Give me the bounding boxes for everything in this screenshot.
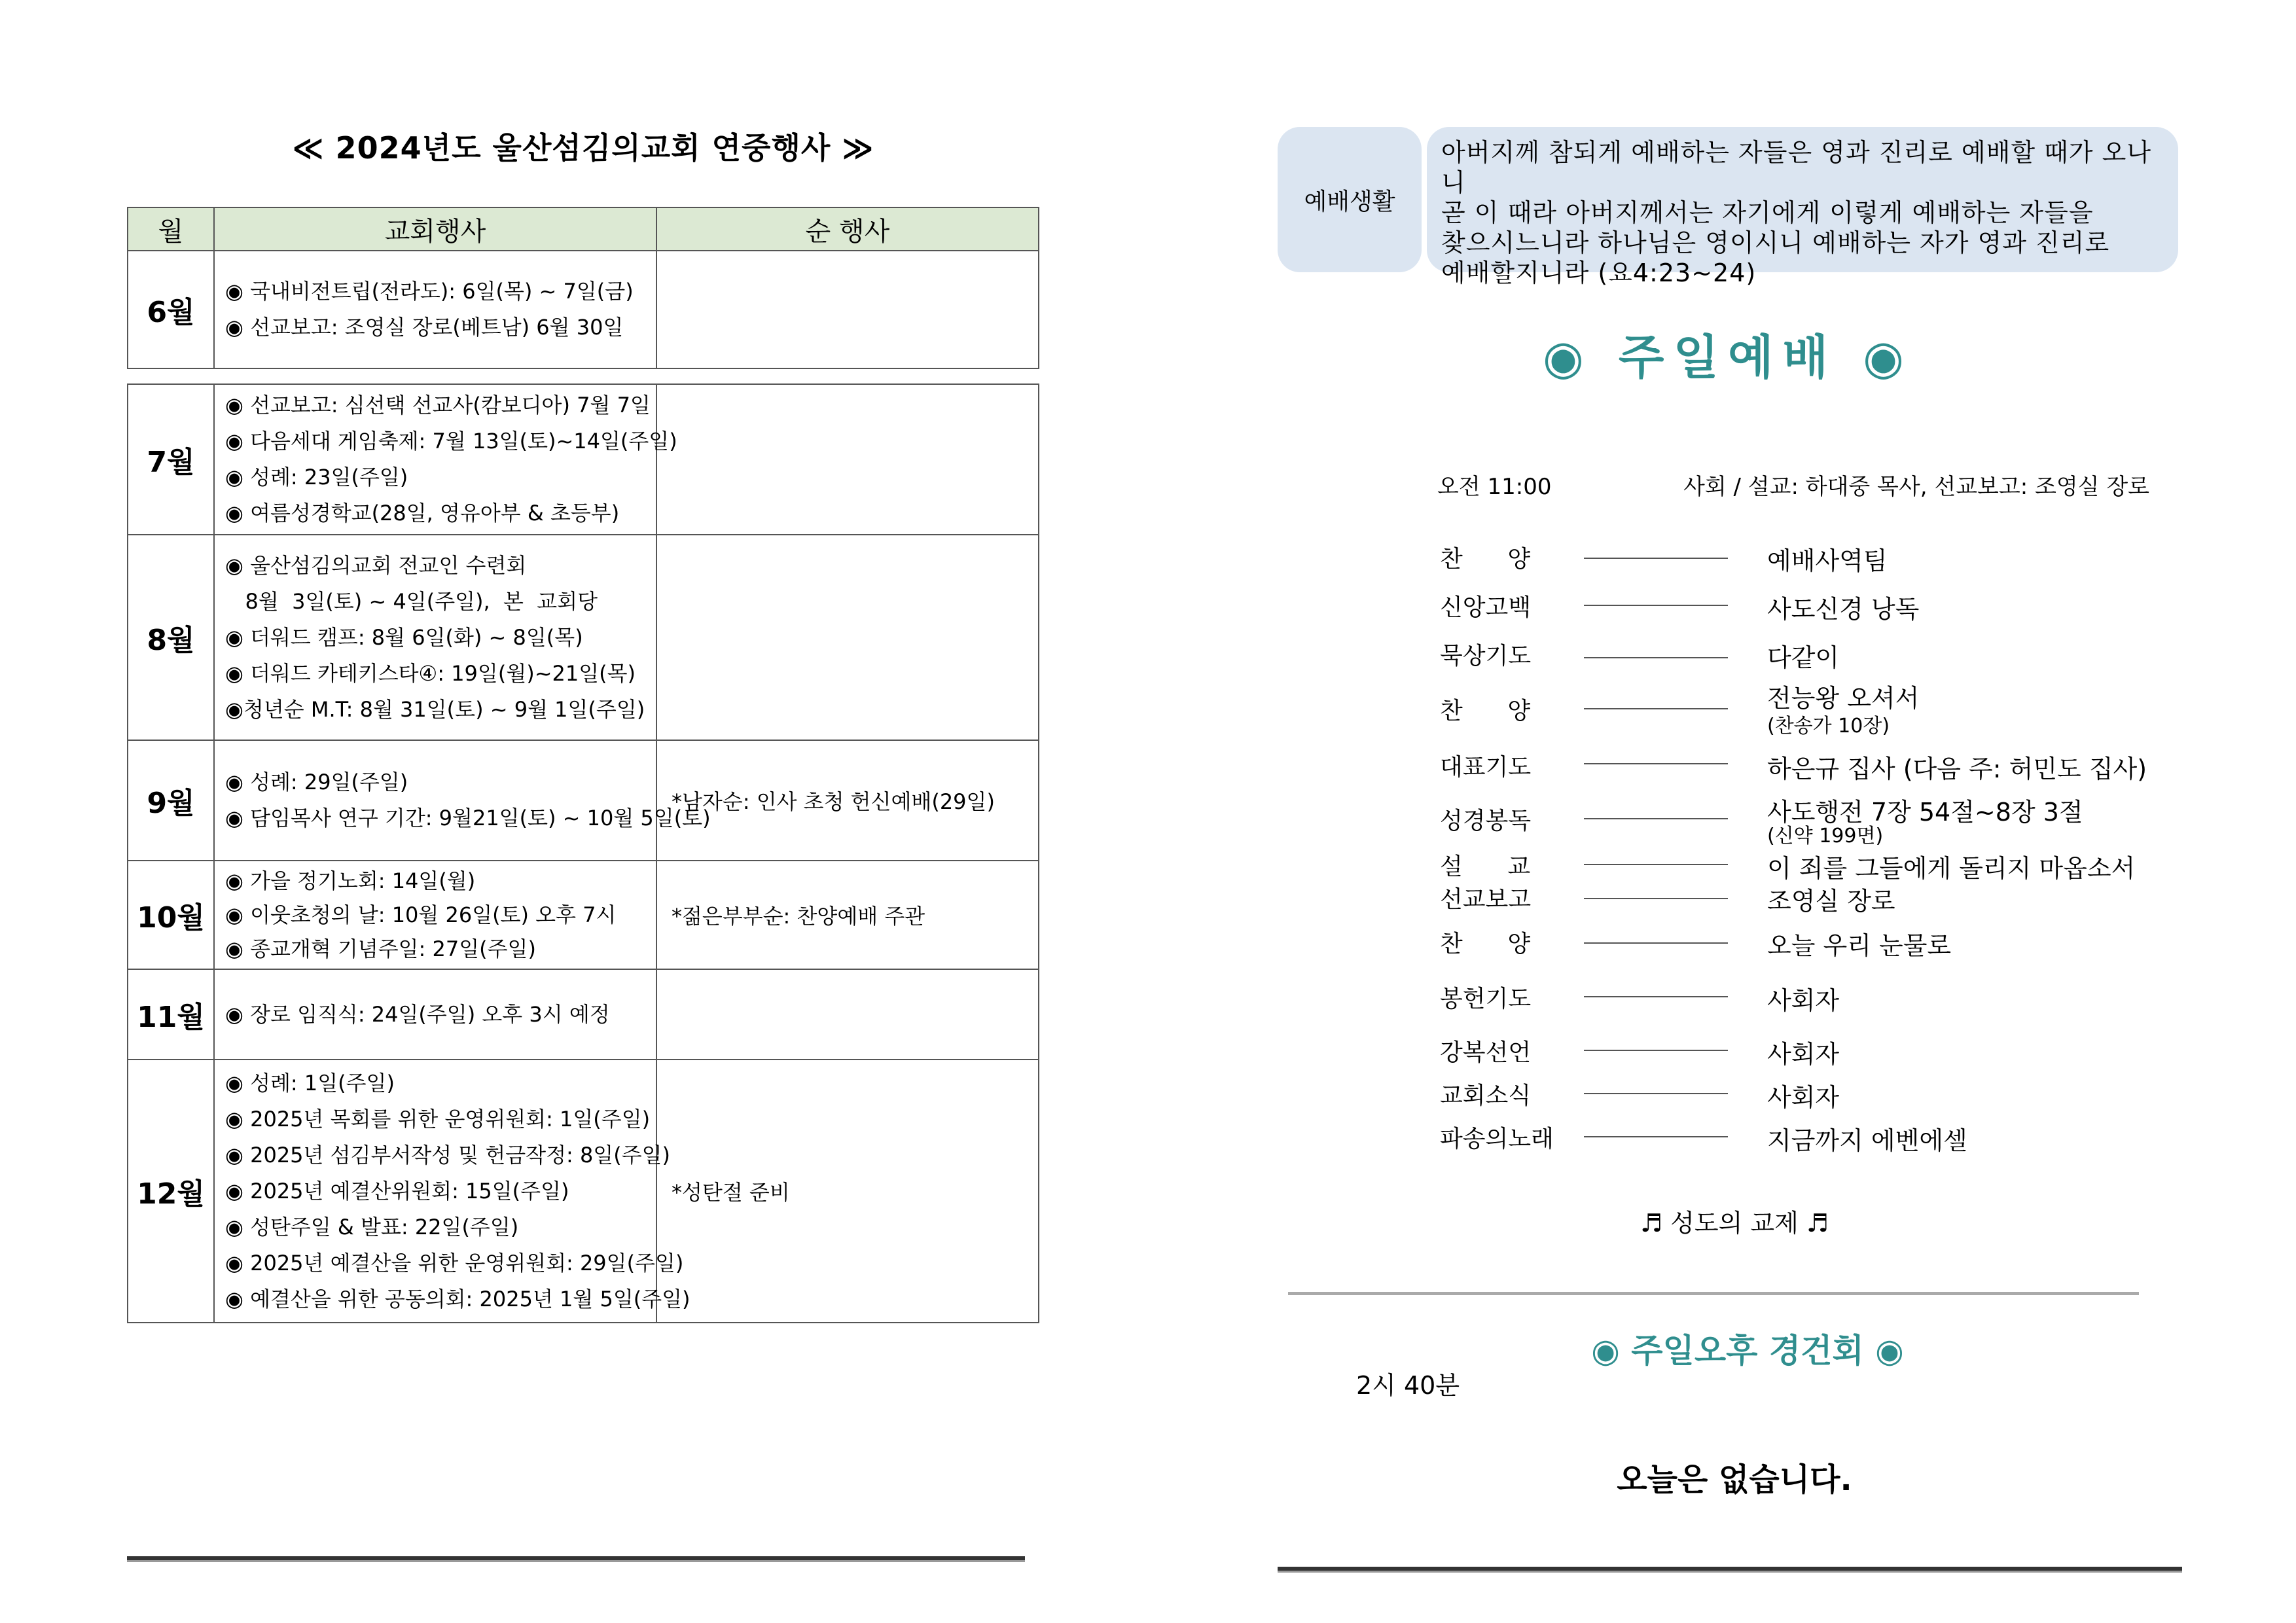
order-divider [1584,942,1728,944]
order-divider [1584,818,1728,819]
events-cell [214,1060,691,1323]
order-label: 묵상기도 [1440,643,1532,669]
service-leaders: 사회 / 설교: 하대중 목사, 선교보고: 조영실 장로 [1683,474,2150,500]
events-table-header-block [127,207,1039,369]
order-divider [1584,657,1728,658]
table-row [128,969,1039,1060]
event-item: ◉ 선교보고: 조영실 장로(베트남) 6월 30일 [225,315,624,340]
order-divider [1584,898,1728,899]
month-cell: 11월 [128,969,214,1060]
afternoon-service-time: 2시 40분 [1356,1371,1460,1400]
verse-line: 아버지께 참되게 예배하는 자들은 영과 진리로 예배할 때가 오나니 [1441,138,2152,197]
left-bottom-rule [127,1556,1025,1562]
event-item: ◉ 2025년 예결산위원회: 15일(주일) [225,1178,569,1204]
month-cell: 7월 [128,384,214,535]
events-cell [214,740,711,861]
event-item: ◉ 장로 임직식: 24일(주일) 오후 3시 예정 [225,1001,610,1027]
order-label: 성경봉독 [1440,808,1532,834]
order-label: 찬 양 [1440,931,1531,957]
event-item: ◉ 선교보고: 심선택 선교사(캄보디아) 7월 7일 [225,393,651,418]
order-subvalue: (찬송가 10장) [1767,715,1890,738]
scripture-verse-box [1427,127,2178,287]
soon-cell: *젊은부부순: 찬양예배 주관 [656,861,1039,969]
order-value: 조영실 장로 [1767,887,1895,916]
soon-cell: *남자순: 인사 초청 헌신예배(29일) [656,740,1039,861]
order-label: 선교보고 [1440,886,1532,913]
table-row [128,740,1039,861]
event-item: ◉ 2025년 예결산을 위한 운영위원회: 29일(주일) [225,1250,684,1275]
order-value: 사도신경 낭독 [1767,595,1920,624]
order-divider [1584,763,1728,764]
order-item [1440,881,2199,920]
annual-events-title: ≪ 2024년도 울산섬김의교회 연중행사 ≫ [292,130,874,166]
order-value: 사회자 [1767,986,1840,1015]
event-item: ◉ 성례: 29일(주일) [225,770,408,794]
table-row [128,535,1039,740]
events-cell [214,861,656,969]
order-label: 대표기도 [1440,754,1532,781]
event-item: ◉ 더워드 캠프: 8월 6일(화) ~ 8일(목) [225,624,583,650]
table-row [128,384,1039,535]
order-value: 예배사역팀 [1767,546,1888,575]
order-item [1440,637,2199,677]
order-value: 오늘 우리 눈물로 [1767,931,1952,960]
event-item: ◉ 울산섬김의교회 전교인 수련회 [225,552,527,578]
soon-cell [656,251,1039,368]
order-item [1440,1034,2199,1073]
right-bottom-rule [1278,1567,2182,1573]
order-item [1440,980,2199,1020]
order-value: 하은규 집사 (다음 주: 허민도 집사) [1767,755,2147,783]
soon-cell: *성탄절 준비 [656,1060,1039,1323]
order-divider [1584,1093,1728,1094]
event-item: ◉ 국내비전트립(전라도): 6일(목) ~ 7일(금) [225,279,634,304]
event-item: 8월 3일(토) ~ 4일(주일), 본 교회당 [225,588,598,614]
event-item: ◉ 여름성경학교(28일, 영유아부 & 초등부) [225,501,620,526]
header-month: 월 [128,207,214,251]
order-subvalue: (신약 199면) [1767,825,1884,847]
events-table-main [127,383,1039,1323]
event-item: ◉ 이웃초청의 날: 10월 26일(토) 오후 7시 [225,902,617,927]
event-item: ◉ 더워드 카테키스타④: 19일(월)~21일(목) [225,660,636,686]
sunday-service-title: ◉ 주일예배 ◉ [1543,330,1913,385]
afternoon-service-notice: 오늘은 없습니다. [1617,1461,1852,1498]
order-label: 신앙고백 [1440,594,1532,621]
fellowship-note: ♬ 성도의 교제 ♬ [1640,1209,1829,1238]
events-cell [214,535,656,740]
order-divider [1584,996,1728,997]
order-label: 봉헌기도 [1440,986,1532,1012]
section-divider [1288,1292,2139,1295]
order-value: 사회자 [1767,1083,1840,1112]
table-row [128,1060,1039,1323]
table-row [128,861,1039,969]
order-divider [1584,864,1728,865]
event-item: ◉ 2025년 목회를 위한 운영위원회: 1일(주일) [225,1106,651,1132]
event-item: ◉ 성례: 23일(주일) [225,465,408,490]
soon-cell [656,969,1039,1060]
order-item [1440,589,2199,628]
event-item: ◉ 가을 정기노회: 14일(월) [225,868,476,893]
events-cell [214,384,677,535]
event-item: ◉ 다음세대 게임축제: 7월 13일(토)~14일(주일) [225,429,677,454]
verse-line: 예배할지니라 (요4:23~24) [1441,259,1757,287]
order-item [1440,541,2199,580]
event-item: ◉ 담임목사 연구 기간: 9월21일(토) ~ 10월 5일(토) [225,806,711,830]
order-item [1440,749,2199,788]
month-cell: 9월 [128,740,214,861]
order-item [1440,925,2199,965]
soon-cell [656,384,1039,535]
event-item: ◉ 예결산을 위한 공동의회: 2025년 1월 5일(주일) [225,1286,691,1311]
month-cell: 8월 [128,535,214,740]
event-item: ◉ 2025년 섬김부서작성 및 헌금작정: 8일(주일) [225,1142,671,1168]
events-cell [214,969,656,1060]
order-value: 이 죄를 그들에게 돌리지 마옵소서 [1767,854,2136,883]
order-label: 교회소식 [1440,1082,1532,1109]
header-church-events: 교회행사 [214,207,656,251]
month-cell: 12월 [128,1060,214,1323]
order-label: 찬 양 [1440,698,1531,724]
event-item: ◉ 성례: 1일(주일) [225,1070,395,1096]
order-divider [1584,558,1728,559]
verse-line: 찾으시느니라 하나님은 영이시니 예배하는 자가 영과 진리로 [1441,228,2110,257]
order-value: 지금까지 에벤에셀 [1767,1126,1967,1155]
order-label: 찬 양 [1440,546,1531,573]
event-item: ◉ 종교개혁 기념주일: 27일(주일) [225,936,536,961]
order-value: 다같이 [1767,643,1840,672]
order-item [1440,678,2199,738]
event-item: ◉ 성탄주일 & 발표: 22일(주일) [225,1214,519,1240]
order-item [1440,1120,2199,1160]
order-value: 사회자 [1767,1040,1840,1069]
order-divider [1584,1136,1728,1137]
order-label: 강복선언 [1440,1039,1532,1066]
order-value: 사도행전 7장 54절~8장 3절 [1767,798,2083,827]
month-cell: 10월 [128,861,214,969]
order-item [1440,1077,2199,1116]
order-label: 파송의노래 [1440,1126,1554,1152]
verse-line: 곧 이 때라 아버지께서는 자기에게 이렇게 예배하는 자들을 [1441,198,2094,227]
order-divider [1584,1050,1728,1051]
worship-life-badge: 예배생활 [1278,127,1422,272]
order-value: 전능왕 오셔서 [1767,684,1920,713]
service-time: 오전 11:00 [1437,474,1552,500]
afternoon-service-title: ◉ 주일오후 경건회 ◉ [1591,1332,1904,1370]
events-cell [214,251,656,368]
month-cell: 6월 [128,251,214,368]
order-divider [1584,605,1728,606]
order-item [1440,792,2199,847]
soon-cell [656,535,1039,740]
order-label: 설 교 [1440,853,1531,880]
event-item: ◉청년순 M.T: 8월 31일(토) ~ 9월 1일(주일) [225,696,645,722]
table-row [128,251,1039,368]
header-soon-events: 순 행사 [656,207,1039,251]
order-divider [1584,708,1728,709]
